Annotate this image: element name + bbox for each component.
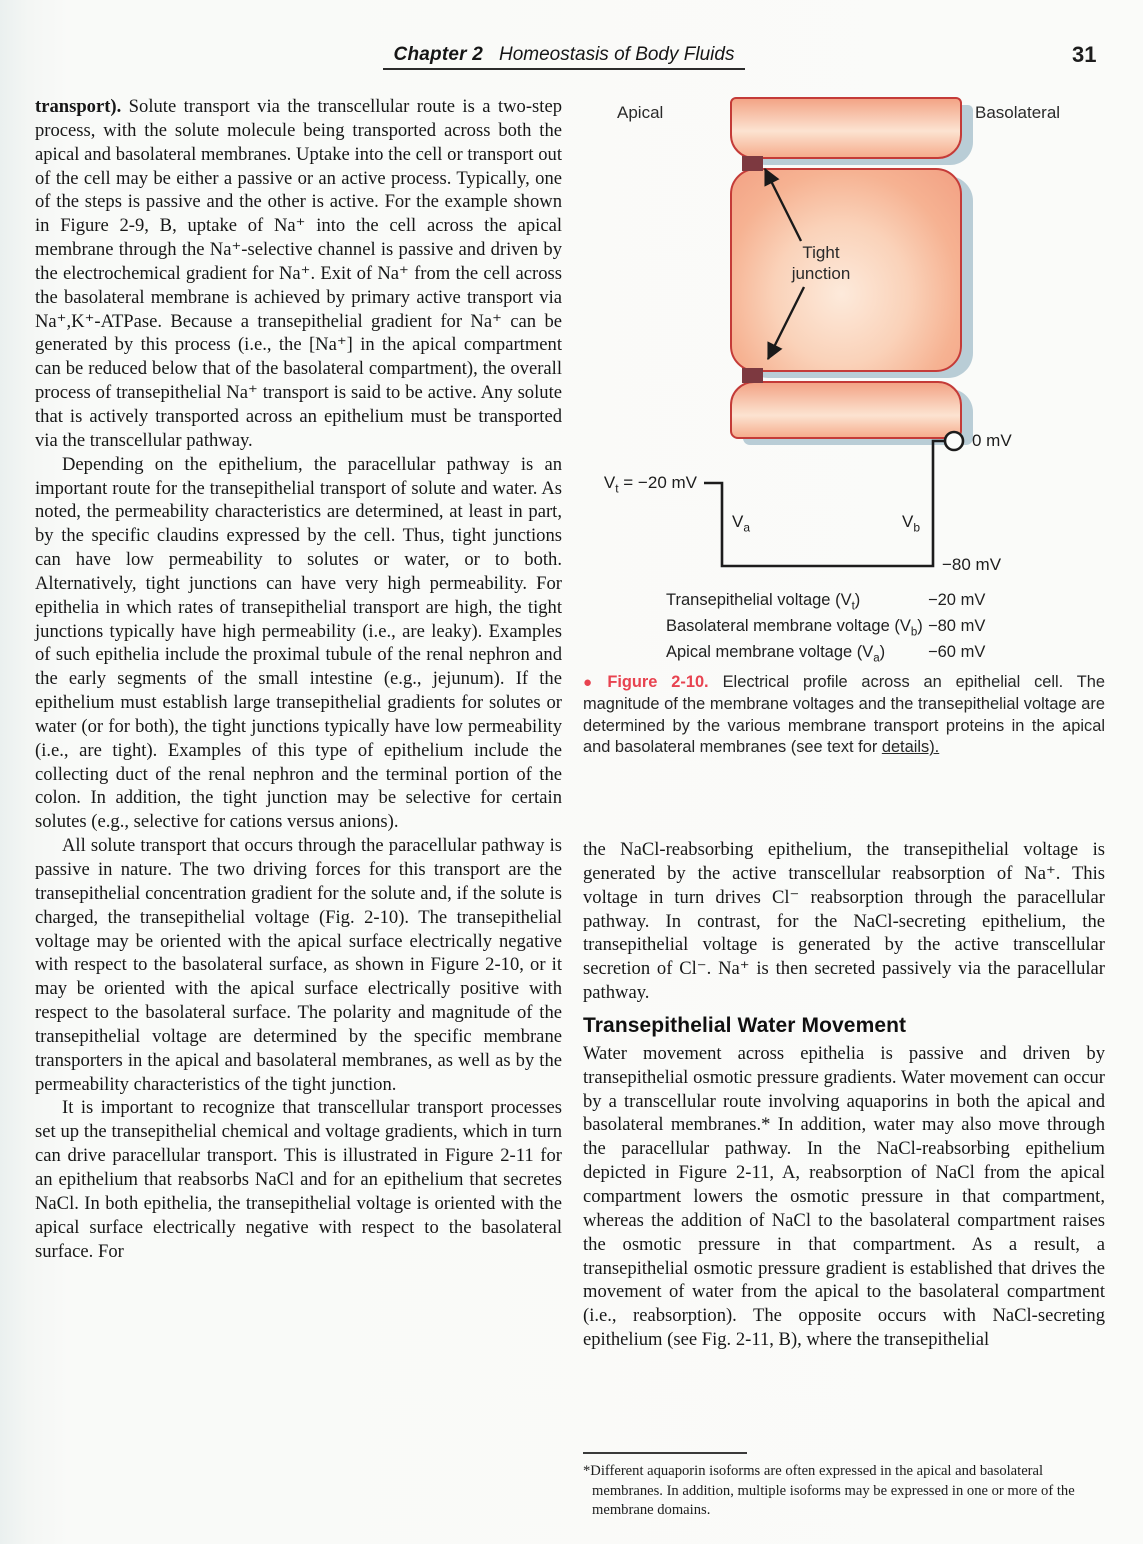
tight-junction-arrows-and-voltage-trace	[583, 95, 1105, 595]
voltage-value: −80 mV	[928, 616, 986, 635]
page-title: Homeostasis of Body Fluids	[498, 44, 735, 65]
paragraph: Water movement across epithelia is passive and driven by transepithelial osmotic pressure gradients. Water movement can occur by a transcellular route involving aquaporins in both the apical and basolateral membranes.* In addition, water may also move through the paracellular pathway. In the NaCl-reabsorbing epithelium depicted in Figure 2-11, A, reabsorption of NaCl from the apical compartment lowers the osmotic pressure in that compartment, whereas the addition of NaCl to the basolateral compartment raises the osmotic pressure in that compartment. As a result, a transepithelial osmotic pressure gradient is established that drives the movement of water from the apical to the basolateral compartment (i.e., reabsorption). The opposite occurs with NaCl-secreting epithelium (see Fig. 2-11, B), where the transepithelial	[583, 1042, 1105, 1351]
basolateral-label: Basolateral	[975, 103, 1061, 122]
arrow-icon	[765, 169, 801, 241]
zero-mv-label: 0 mV	[972, 431, 1012, 450]
figure-2-10	[583, 95, 1105, 790]
apical-label: Apical	[617, 103, 664, 122]
minus-80-mv-label: −80 mV	[942, 555, 1002, 574]
figure-tag: Figure 2-10.	[607, 673, 709, 691]
voltage-trace-line	[704, 441, 944, 566]
va-label: $V_a$	[732, 512, 751, 535]
left-column	[35, 95, 562, 1263]
voltage-value: −60 mV	[928, 642, 986, 661]
paragraph: All solute transport that occurs through the paracellular pathway is passive in nature. The two driving forces for this transport are the transepithelial concentration gradient for the solute and, if the solute is charged, the transepithelial voltage (Fig. 2-10). The transepithelial voltage may be oriented with the apical surface electrically negative with respect to the basolateral surface, as shown in Figure 2-10, or it may be oriented with the apical surface electrically positive with respect to the basolateral surface. The polarity and magnitude of the transepithelial voltage are determined by the specific membrane transporters in the apical and basolateral membranes, as well as by the permeability characteristics of the tight junction.	[35, 835, 562, 1095]
tight-junction-label: Tight junction	[791, 243, 851, 283]
table-row: Basolateral membrane voltage $(V_b)$ −80 mV	[666, 617, 1086, 643]
section-heading: Transepithelial Water Movement	[583, 1013, 907, 1037]
figure-caption	[583, 672, 1105, 759]
footnote	[583, 1452, 1105, 1521]
table-row: Apical membrane voltage $(V_a)$ −60 mV	[666, 643, 1086, 669]
arrow-icon	[768, 287, 804, 359]
vt-label: $V_t = -20$ mV	[603, 473, 697, 496]
vb-label: $V_b$	[902, 512, 921, 535]
footnote-text: *Different aquaporin isoforms are often expressed in the apical and basolateral membranes. In addition, multiple isoforms may be expressed in one or more of the membrane domains.	[583, 1463, 1075, 1519]
running-header	[383, 44, 745, 70]
figure-caption-underlined: details).	[881, 738, 940, 757]
voltage-value: −20 mV	[928, 591, 986, 609]
table-row: Transepithelial voltage $(V_t)$ −20 mV	[666, 591, 1086, 617]
paragraph: transport). Solute transport via the transcellular route is a two-step process, with the solute molecule being transported across both the apical and basolateral membranes. Uptake into the cell or transport out of the cell may be either a passive or an active process. Typically, one of the steps is passive and the other is active. For the example shown in Figure 2-9, B, uptake of Na⁺ into the cell across the apical membrane through the Na⁺-selective channel is passive and driven by the electrochemical gradient for Na⁺. Exit of Na⁺ from the cell across the basolateral membrane is achieved by primary active transport via Na⁺,K⁺-ATPase. Because a transepithelial gradient for Na⁺ can be generated by this process (i.e., the [Na⁺] in the apical compartment can be reduced below that of the basolateral compartment), the overall process of transepithelial Na⁺ transport is said to be active. Any solute that is actively transported across an epithelium must be transported via the transcellular pathway.	[35, 96, 562, 451]
voltage-table	[666, 591, 1086, 668]
figure-bullet-icon: ●	[583, 674, 602, 691]
paragraph: It is important to recognize that transcellular transport processes set up the transepithelial chemical and voltage gradients, which in turn can drive paracellular transport. This is illustrated in Figure 2-11 for an epithelium that reabsorbs NaCl and for an epithelium that secretes NaCl. In both epithelia, the transepithelial voltage is oriented with the apical surface electrically negative with respect to the basolateral surface. For	[35, 1097, 562, 1262]
right-column	[583, 838, 1105, 1352]
paragraph-lead: transport).	[35, 96, 122, 117]
electrode-circle-icon	[945, 432, 963, 450]
figure-caption-text: Electrical profile across an epithelial cell. The magnitude of the membrane voltages and the transepithelial voltage are determined by the various membrane transport proteins in the apical and basolateral membranes (see text for	[583, 673, 1106, 757]
paragraph: the NaCl-reabsorbing epithelium, the transepithelial voltage is generated by the active transcellular reabsorption of Na⁺. This voltage in turn drives Cl⁻ reabsorption through the paracellular pathway. In contrast, for the NaCl-secreting epithelium, the transepithelial voltage is generated by the active transcellular secretion of Cl⁻. Na⁺ is then secreted passively via the paracellular pathway.	[583, 839, 1105, 1004]
chapter-label: Chapter 2	[393, 44, 483, 65]
paragraph: Depending on the epithelium, the paracellular pathway is an important route for the transepithelial transport of solute and water. As noted, the permeability characteristics are determined, at least in part, by the specific claudins expressed by the cell. Thus, tight junctions can have low permeability to solutes or water, or to both. Alternatively, tight junctions can have very high permeability. For epithelia in which rates of transepithelial transport are high, the tight junctions typically have high permeability (i.e., are leaky). Examples of such epithelia include the proximal tubule of the renal nephron and the early segments of the small intestine (e.g., jejunum). If the epithelium must establish large transepithelial gradients for solutes or water (or for both), the tight junctions typically have low permeability (i.e., are tight). Examples of this type of epithelium include the collecting duct of the renal nephron and the terminal portion of the colon. In addition, the tight junction may be selective for certain solutes (e.g., selective for cations versus anions).	[35, 453, 562, 833]
page-number: 31	[1072, 42, 1097, 67]
footnote-rule	[583, 1452, 747, 1454]
